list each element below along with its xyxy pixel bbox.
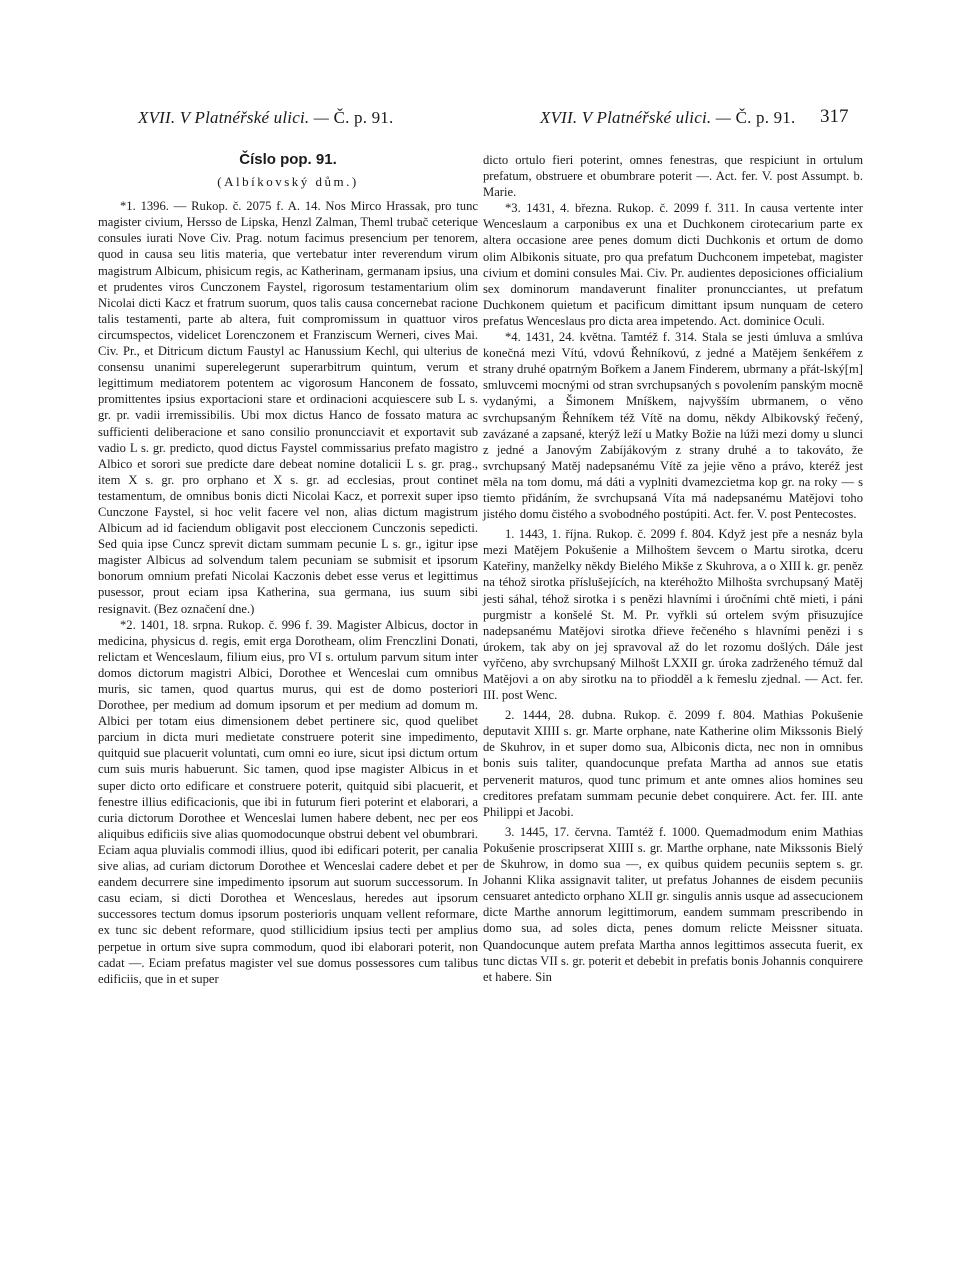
section-title: Číslo pop. 91.	[239, 151, 337, 168]
page-number: 317	[820, 106, 849, 127]
right-column	[483, 152, 863, 985]
running-header-left-title: XVII. V Platnéřské ulici. —	[138, 108, 330, 127]
left-column	[98, 152, 478, 987]
entry-paragraph: *1. 1396. — Rukop. č. 2075 f. A. 14. Nos Mirco Hrassak, pro tunc magister civium, Hersso de Lipska, Henzl Zalman, Theml trubač ceterique consules iurati Nove Civ. Prag. notum facimus presencium per tenorem, quod in causa seu litis materia, que vertebatur inter reverendum virum magistrum Albicum, phisicum regis, ac Katherinam, germanam ipsius, una et prudentes viros Cunczonem Faystel, rigorosum testamentarium olim Nicolai dicti Kacz et fratrum suorum, quos talis causa concernebat racione talis testamenti, parte ab altera, fuit compromissum in quattuor viros circumspectos, videlicet Lorenczonem et Franziscum Werneri, cives Mai. Civ. Pr., et Ditricum dictum Faustyl ac Hanussium Kechl, qui ulterius de consensu unanimi superelegerunt superarbitrum quintum, verum et legittimum mediatorem potentem ac vigorosum Hanconem de fossato, promittentes ipsius exportacioni stare et ordinacioni acquiescere sub L s. gr. pr. vadii irremissibilis. Ubi mox dictus Hanco de fossato matura ac sufficienti deliberacione et sano consilio pronuncciavit et exportavit sub vadio L s. gr. predicto, quod dictus Faystel commissarius prefato magistro Albico et sorori sue predicte dare debeat nomine dotalicii L s. gr. prag., item X s. gr. pro orphano et X s. gr. ad ecclesias, prout continet testamentum, de omnibus bonis dicti Nicolai Kacz, et porrexit super ipso Cunczone Faystel, si hoc velit facere vel non, alias dictum magistrum Albicum ad id faciendum obligavit post eleccionem Cunczonis sepedicti. Sed quia ipse Cuncz sprevit dictam summam pecunie L s. gr., igitur ipse magister Albicus ad solvendum talem pecuniam se submisit et ipsorum bonorum omnium prefati Nicolai Kaczonis debet esse verus et legittimus pusessor, prout eciam ipsa Katherina, sua germana, ius suum sibi resignavit. (Bez označení dne.)	[98, 199, 478, 616]
running-header-right-title: XVII. V Platnéřské ulici. —	[540, 108, 732, 127]
running-header-left-page-ref: Č. p. 91.	[333, 108, 394, 127]
entry-paragraph: 1. 1443, 1. října. Rukop. č. 2099 f. 804. Když jest pře a nesnáz byla mezi Matějem Pokušenie a Milhoštem ševcem o Martu sirotka, dceru Kateřiny, manželky někdy Bielého Mikše z Skuhrova, a o XIII k. gr. peněz na téhož sirotka příslušejících, na kteréhožto Milhošta svrchupsaný Matěj jesti sáhal, téhož sirotka i s penězi hlavními i úročními chtě mieti, i páni purgmistr a konšelé St. M. Pr. vyřkli sú ortelem svým přisuzujíce nadepsanému Matějovi sirotka dřieve řečeného s hlavními penězi i s úrokem, tak aby on jej spravoval až do let rozomu došlých. Dále jest vyřčeno, aby svrchupsaný Milhošt LXXII gr. úroka zadrženého témuž dal Matějovi a on aby sirotku na to přiodděl a k řemeslu zjednal. — Act. fer. III. post Wenc.	[483, 527, 863, 703]
entry-paragraph: 3. 1445, 17. června. Tamtéž f. 1000. Quemadmodum enim Mathias Pokušenie proscripserat XIIII s. gr. Marthe orphane, nate Mikssonis Bielý de Skuhrow, in domo sua —, ex quibus quidem pecuniis septem s. gr. Johanni Klika assignavit taliter, ut prefatus Johannes de eisdem pecuniis censuaret antedicto orphano XLII gr. singulis annis usque ad assecucionem dicte Marthe annorum legittimorum, eandem summam prescribendo in domo sua, ad soles dicta, penes domum relicte Meissner situata. Quandocunque autem prefata Martha annos legittimos assecuta fuerit, ex tunc dictas VII s. gr. poterit et debebit in prefatis bonis Johannis conquirere et habere. Sin	[483, 824, 863, 984]
entry-paragraph: *2. 1401, 18. srpna. Rukop. č. 996 f. 39. Magister Albicus, doctor in medicina, physicus d. regis, emit erga Dorotheam, olim Frenczlini Donati, relictam et Wenceslaum, filium eius, pro VI s. ortulum parvum situm inter domos dictorum magistri Albici, Dorothee et Wenceslai cum omnibus muris, sic tamen, quod quartus murus, qui est de domo posteriori Dorothee, per medium ad domum ipsorum et per medium ad domum m. Albici per totam eius dimensionem debet pertinere sic, quod quelibet parcium in dicta muri medietate construere poterit sine impedimento, quitquid sue placuerit voluntati, cum omni eo iure, sicut ipsi dictum ortum cum suis muris habuerunt. Sic tamen, quod ipse magister Albicus in et super dicto orto edificare et construere poterit, quitquid sibi placuerit, et fenestre illius edificacionis, que ibi in futurum fieri poterint et elaborari, a curia dictorum Dorothee et Wenceslai lumen habere debent, nec per eos aliquibus edificiis sive alias quomodocunque obstrui debent vel obumbrari. Eciam aqua pluvialis commodi illius, quod ibi edificari poterit, per canalia sive alias, ad curiam dictorum Dorothee et Wenceslai cadere debet et per eandem decurrere sine impedimento ipsorum aut suorum successorum. In casu eciam, si dicti Dorothea et Wenceslaus, heredes aut ipsorum successores tectum domus ipsorum posterioris unquam vellent reformare, ex tunc sic debent reformare, quod stillicidium ipsius tecti per amplius perpetue in ortum sive supra commodum, quod ibi elaborari poterit, non cadat —. Eciam prefatus magister vel sue domus possessores cum talibus edificiis, que in et super	[98, 617, 478, 986]
running-header-right-page-ref: Č. p. 91.	[735, 108, 796, 127]
section-subtitle: (Albíkovský dům.)	[217, 174, 359, 190]
entry-paragraph: 2. 1444, 28. dubna. Rukop. č. 2099 f. 804. Mathias Pokušenie deputavit XIIII s. gr. Marte orphane, nate Katherine olim Mikssonis Bielý de Skuhrov, in et super domo sua, Albiconis dicta, nec non in omnibus bonis suis taliter, quandocunque prefata Martha ad annos sue etatis pervenerit maturos, quod tunc primum et ante omnes alios homines seu creditores prefatam summam pecunie debet conquirere. Act. fer. III. ante Philippi et Jacobi.	[483, 708, 863, 819]
entry-paragraph: *4. 1431, 24. května. Tamtéž f. 314. Stala se jesti úmluva a smlúva konečná mezi Vítú, vdovú Řehníkovú, z jedné a Matějem šenkéřem z strany druhé opatrným Bořkem a Janem Finderem, ubrmany a přát-lský[m] smluvcemi mocnými od stran svrchupsaných s povolením panským mocně vydanými, a Šimonem Mníškem, najvyšším ubrmanem, o věno svrchupsaným Řehníkem též Vítě na domu, někdy Albikovský řečený, zavázané a zapsané, kterýž leží u Matky Božie na lúži mezi domy u slunci z jedné a Janovým Zabíjákovým z strany druhé a to takováto, že svrchupsaný Matěj nadepsanému Vítě za jejie věno a právo, kteréž jest měla na tom domu, má dáti a vyplniti dvamezcietma kop gr. na roky — s tiemto přidáním, že svrchupsaná Víta má nadepsanému Matějovi toho jistého domu čistého a svobodného postúpiti. Act. fer. V. post Pentecostes.	[483, 330, 863, 522]
entry-paragraph: *3. 1431, 4. března. Rukop. č. 2099 f. 311. In causa vertente inter Wenceslaum a carponibus ex una et Duchkonem cirotecarium parte ex altera occasione aree penes domum dicti Duchkonis et ortum de domo olim Albikonis situate, pro qua prefatum Duchconem impetebat, magister civium et domini consules Mai. Civ. Pr. audientes deposiciones officialium sex dominorum mandaverunt finaliter pronuncciantes, ut prefatum Duchkonem quietum et pacificum dimittant ipsum nunquam de cetero prefatus Wenceslaus pro dicta area impetendo. Act. dominice Oculi.	[483, 201, 863, 328]
running-header-right	[540, 108, 795, 128]
entry-paragraph: dicto ortulo fieri poterint, omnes fenestras, que respiciunt in ortulum prefatum, obstruere et obumbrare poterit —. Act. fer. V. post Assumpt. b. Marie.	[483, 153, 863, 200]
running-header-left	[138, 108, 393, 128]
